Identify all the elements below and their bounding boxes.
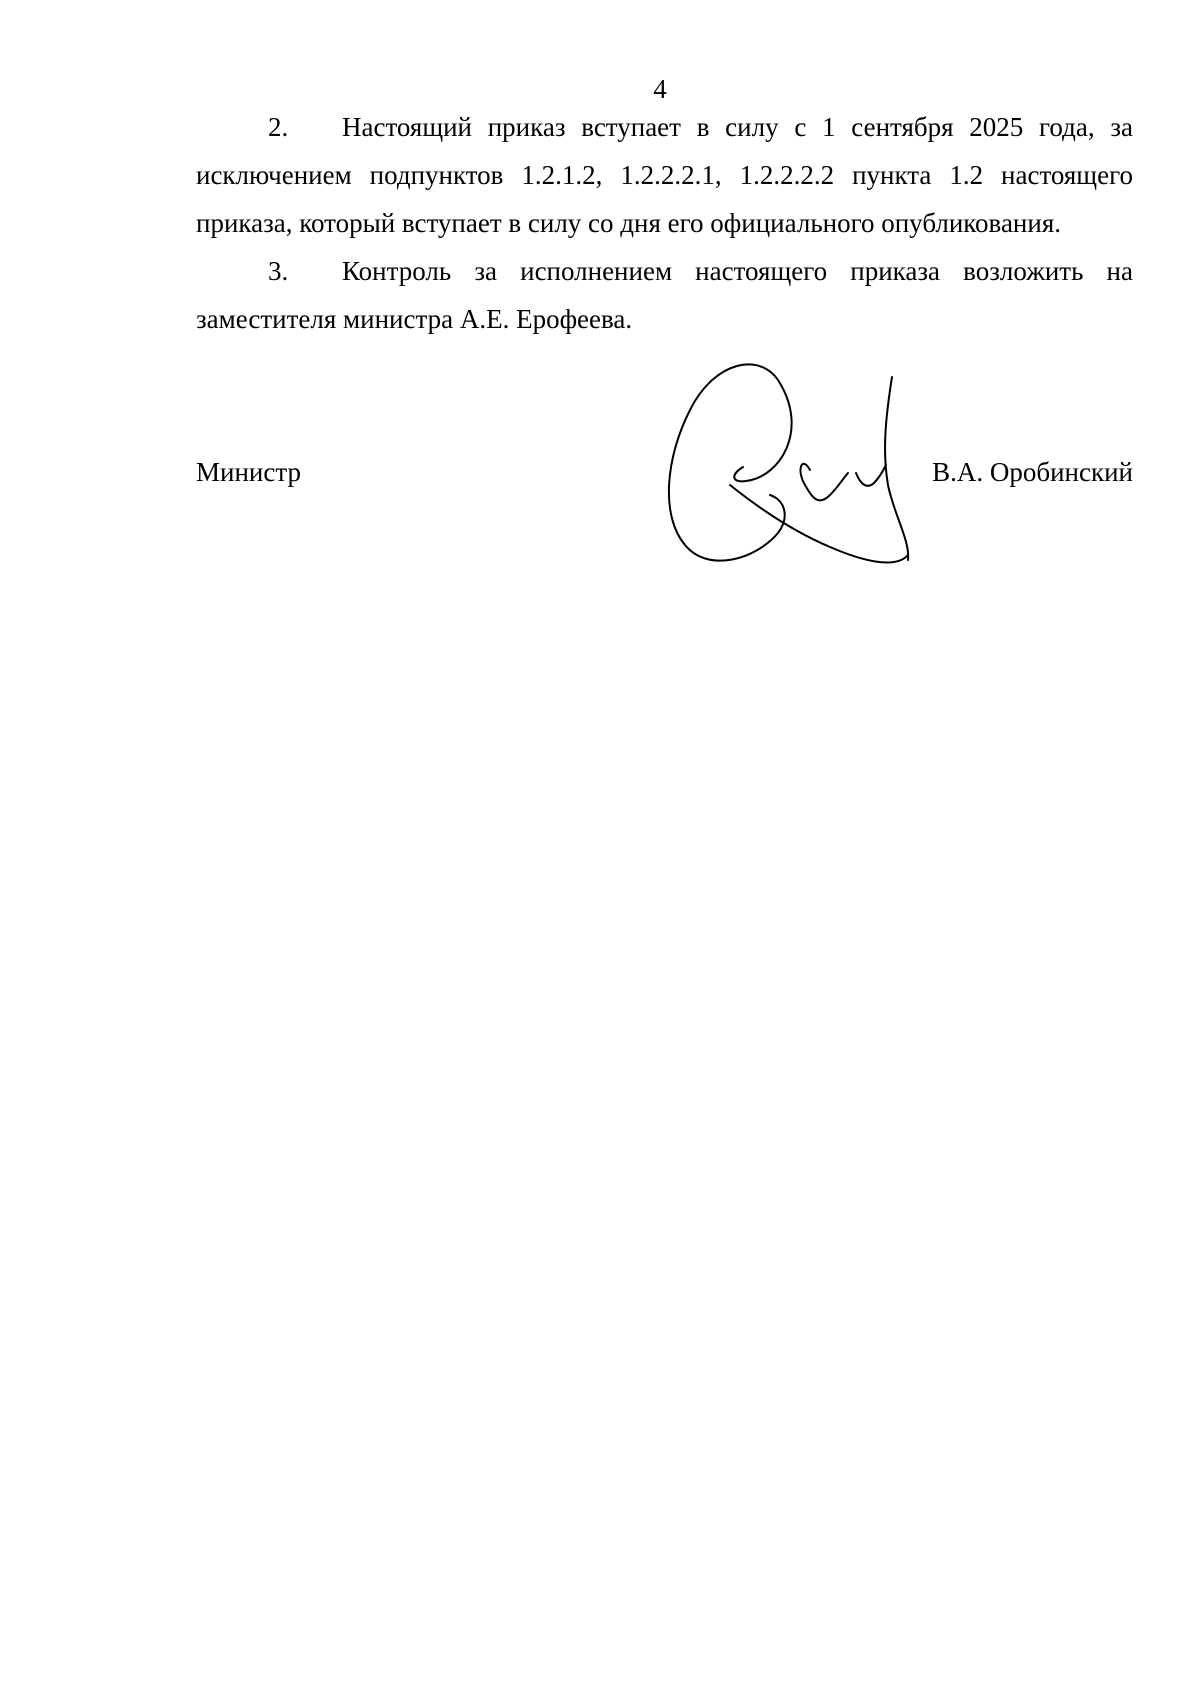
paragraph-line: исключением подпунктов 1.2.1.2, 1.2.2.2.1, 1.2.2.2.2 пункта 1.2 настоящего [196, 160, 1133, 190]
paragraph-line [196, 247, 1133, 295]
paragraph-text: Настоящий приказ вступает в силу с 1 сентября 2025 года, за [342, 112, 1133, 142]
document-body [196, 103, 1133, 343]
paragraph-number: 2. [268, 112, 289, 142]
paragraph-line: приказа, который вступает в силу со дня его официального опубликования. [196, 208, 1062, 238]
paragraph-number: 3. [268, 256, 289, 286]
paragraph-3 [196, 247, 1133, 343]
page-number: 4 [653, 74, 667, 104]
signature-block [196, 452, 1133, 492]
paragraph-text: Контроль за исполнением настоящего приказа возложить на [342, 256, 1133, 286]
paragraph-line: заместителя министра А.Е. Ерофеева. [196, 304, 633, 334]
signer-position: Министр [196, 457, 301, 487]
paragraph-line [196, 103, 1133, 151]
paragraph-2 [196, 103, 1133, 247]
signer-name: В.А. Оробинский [932, 457, 1133, 487]
